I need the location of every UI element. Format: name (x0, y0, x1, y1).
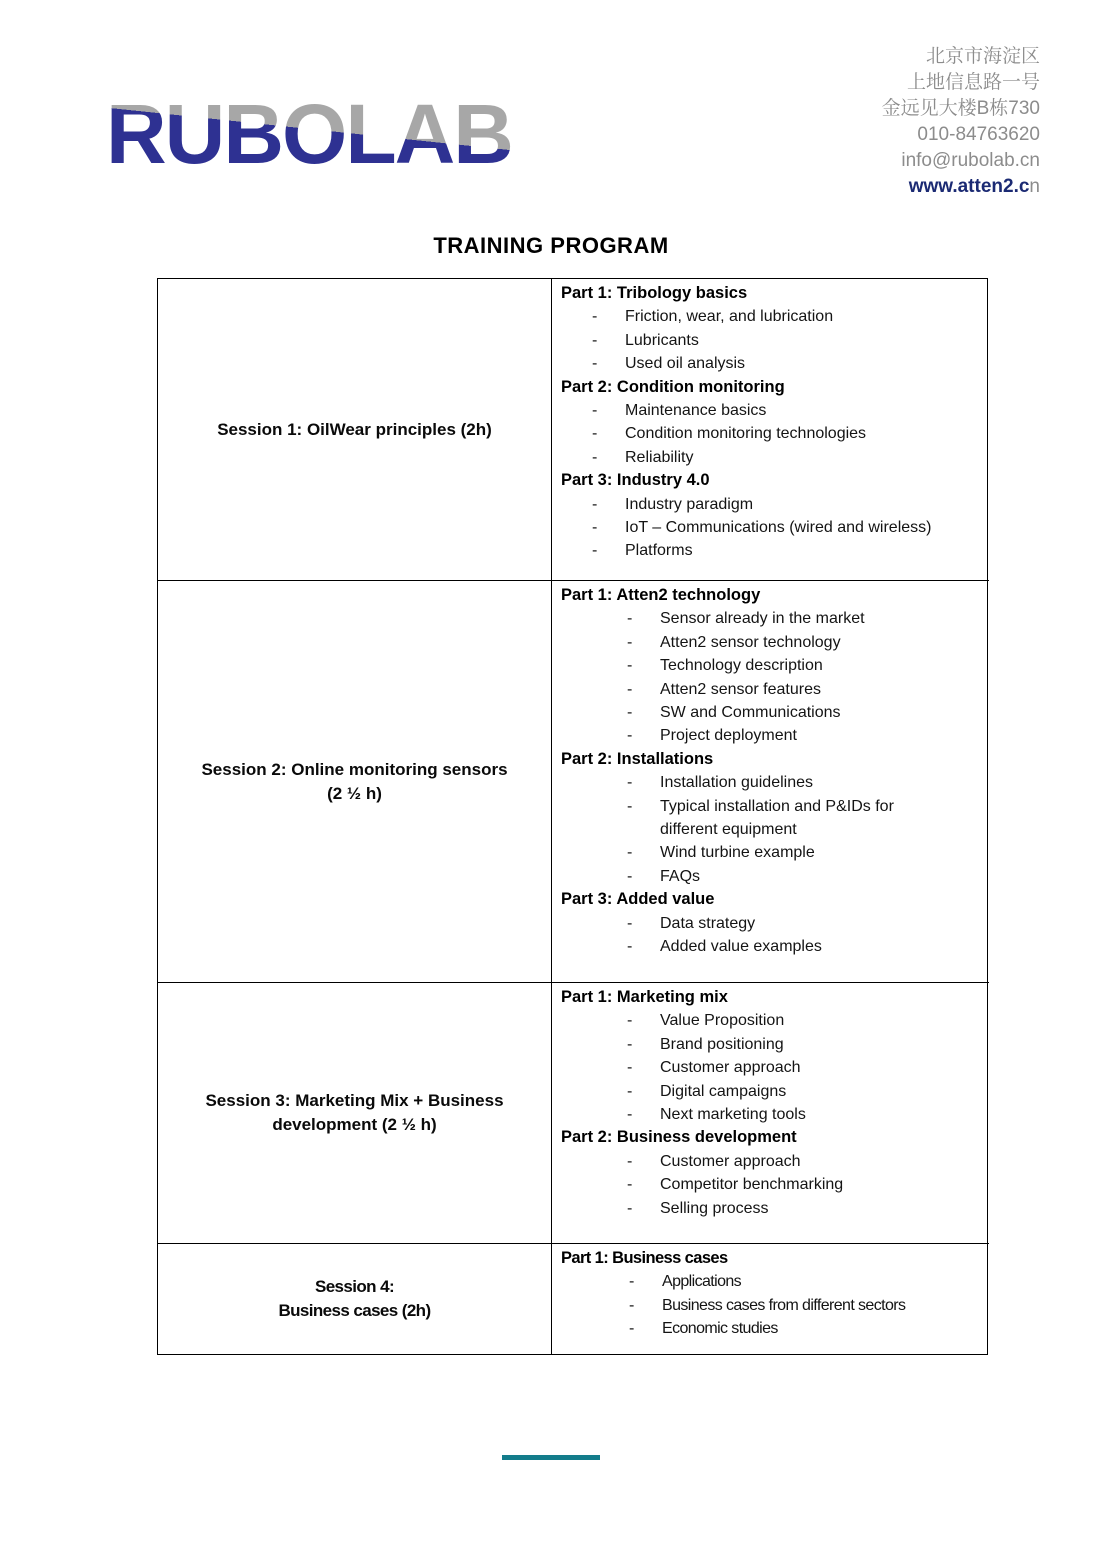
bullet-text: SW and Communications (660, 704, 841, 722)
contact-block (882, 44, 1040, 200)
bullet-text: Customer approach (660, 1059, 801, 1077)
bullet-item (627, 1033, 981, 1056)
bullet-item (627, 1080, 981, 1103)
part-heading: Part 1: Business cases (561, 1249, 728, 1267)
bullet-text: Wind turbine example (660, 844, 815, 862)
bullet-text: Used oil analysis (625, 355, 746, 373)
bullet-text: Project deployment (660, 727, 797, 745)
bullet-text: Industry paradigm (625, 495, 754, 513)
bullet-item (627, 724, 981, 747)
bullet-item (627, 1103, 981, 1126)
bullet-text: Data strategy (660, 914, 756, 932)
bullet-dash-icon: - (592, 519, 598, 537)
bullet-dash-icon: - (592, 495, 598, 513)
bullet-item (629, 1294, 981, 1317)
bullet-dash-icon: - (627, 938, 633, 956)
bullet-text: IoT – Communications (wired and wireless) (625, 519, 932, 537)
bullet-dash-icon: - (627, 633, 633, 651)
bullet-item (627, 701, 981, 724)
session-title-line: Session 4: (314, 1277, 395, 1296)
bullet-item (592, 399, 981, 422)
bullet-dash-icon: - (627, 844, 633, 862)
training-program-table (157, 278, 988, 1355)
bullet-item (629, 1317, 981, 1340)
contact-line: 金远见大楼B栋730 (881, 98, 1040, 119)
bullet-item (627, 795, 981, 842)
bullet-text: FAQs (660, 867, 701, 885)
bullet-dash-icon: - (592, 402, 598, 420)
session-title-line: Session 1: OilWear principles (2h) (217, 419, 492, 439)
bullet-dash-icon: - (627, 914, 633, 932)
website-url-tail: n (1029, 176, 1040, 197)
bullet-item (592, 493, 981, 516)
bullet-dash-icon: - (629, 1320, 634, 1338)
bullet-dash-icon: - (627, 1176, 633, 1194)
bullet-dash-icon: - (627, 610, 633, 628)
bullet-dash-icon: - (627, 657, 633, 675)
bullet-item (627, 1173, 981, 1196)
bullet-item (627, 771, 981, 794)
bullet-item (592, 352, 981, 375)
bullet-item (627, 1056, 981, 1079)
contact-line: 010-84763620 (917, 124, 1040, 145)
bullet-text: Platforms (625, 542, 693, 560)
bullet-text: Sensor already in the market (660, 610, 865, 628)
part-heading: Part 1: Atten2 technology (561, 586, 761, 604)
session-cell (158, 279, 552, 581)
website-line (882, 174, 1040, 200)
bullet-item (592, 305, 981, 328)
bullet-text: Value Proposition (660, 1012, 785, 1030)
session-title-line: Session 3: Marketing Mix + Business (205, 1091, 504, 1110)
bullet-item (627, 654, 981, 677)
bullet-item (592, 422, 981, 445)
part-heading: Part 2: Installations (561, 749, 714, 768)
bullet-dash-icon: - (627, 1106, 633, 1124)
page-title: TRAINING PROGRAM (433, 233, 669, 258)
bullet-item (627, 935, 981, 958)
part-heading: Part 3: Industry 4.0 (561, 471, 710, 490)
bullet-item (627, 865, 981, 888)
bullet-text: Condition monitoring technologies (625, 425, 867, 443)
bullet-text: Selling process (660, 1199, 769, 1217)
part-heading: Part 1: Marketing mix (561, 988, 728, 1006)
bullet-text: Lubricants (625, 331, 699, 349)
bullet-text: Maintenance basics (625, 402, 767, 420)
bullet-dash-icon: - (627, 1012, 633, 1030)
bullet-item (627, 607, 981, 630)
bullet-item (592, 516, 981, 539)
session-cell (158, 983, 552, 1244)
bullet-text: Digital campaigns (660, 1082, 787, 1100)
contact-address-lines (882, 44, 1040, 174)
bullet-dash-icon: - (592, 355, 598, 373)
bullet-dash-icon: - (627, 1059, 633, 1077)
bullet-text: Technology description (660, 657, 823, 675)
bullet-dash-icon: - (592, 448, 598, 466)
bullet-dash-icon: - (627, 1199, 633, 1217)
bullet-item (629, 1270, 981, 1293)
bullet-item (627, 1150, 981, 1173)
bullet-dash-icon: - (627, 1082, 633, 1100)
bullet-dash-icon: - (592, 308, 598, 326)
bullet-dash-icon: - (592, 542, 598, 560)
bullet-text: Applications (662, 1273, 742, 1291)
bullet-item (627, 841, 981, 864)
bullet-item (627, 912, 981, 935)
bullet-text: Brand positioning (660, 1035, 784, 1053)
bullet-dash-icon: - (627, 797, 633, 815)
bullet-text: Atten2 sensor technology (660, 633, 841, 651)
session-cell (158, 581, 552, 983)
bullet-dash-icon: - (627, 727, 633, 745)
bullet-dash-icon: - (627, 704, 633, 722)
session-title-line: (2 ½ h) (327, 783, 382, 803)
part-heading: Part 3: Added value (561, 890, 715, 909)
bullet-dash-icon: - (627, 867, 633, 885)
bullet-dash-icon: - (627, 1035, 633, 1053)
contact-line: 上地信息路一号 (906, 72, 1040, 93)
bullet-dash-icon: - (627, 1152, 633, 1170)
bullet-text: Added value examples (660, 938, 822, 956)
bullet-dash-icon: - (629, 1296, 634, 1314)
bullet-item (592, 329, 981, 352)
session-cell (158, 1244, 552, 1354)
bullet-item (627, 1197, 981, 1220)
bullet-item (627, 1009, 981, 1032)
session-content-cell (552, 983, 989, 1244)
bullet-item (592, 446, 981, 469)
bullet-text: Customer approach (660, 1152, 801, 1170)
bullet-text: Typical installation and P&IDs for different equipment (660, 797, 894, 839)
bullet-dash-icon: - (629, 1273, 634, 1291)
session-title-line: development (2 ½ h) (272, 1115, 437, 1134)
session-content-cell (552, 581, 989, 983)
contact-line: info@rubolab.cn (901, 150, 1040, 171)
bullet-text: Economic studies (662, 1320, 778, 1338)
part-heading: Part 2: Business development (561, 1128, 797, 1147)
bullet-dash-icon: - (592, 425, 598, 443)
footer-accent-bar (502, 1455, 600, 1460)
bullet-item (592, 539, 981, 562)
website-url: www.atten2.c (908, 176, 1030, 197)
bullet-dash-icon: - (627, 680, 633, 698)
bullet-item (627, 678, 981, 701)
bullet-dash-icon: - (627, 774, 633, 792)
rubolab-logo: RUBOLAB (106, 87, 512, 181)
session-content-cell (552, 279, 989, 581)
bullet-text: Friction, wear, and lubrication (625, 308, 834, 326)
session-title-line: Business cases (2h) (278, 1301, 431, 1320)
bullet-text: Competitor benchmarking (660, 1176, 844, 1194)
bullet-item (627, 631, 981, 654)
part-heading: Part 2: Condition monitoring (561, 377, 785, 396)
bullet-text: Installation guidelines (660, 774, 813, 792)
bullet-text: Business cases from different sectors (662, 1296, 906, 1314)
session-title-line: Session 2: Online monitoring sensors (201, 759, 508, 779)
bullet-text: Atten2 sensor features (660, 680, 821, 698)
part-heading: Part 1: Tribology basics (561, 284, 748, 302)
contact-line: 北京市海淀区 (925, 46, 1040, 67)
session-content-cell (552, 1244, 989, 1354)
bullet-text: Next marketing tools (660, 1106, 806, 1124)
bullet-dash-icon: - (592, 331, 598, 349)
bullet-text: Reliability (625, 448, 694, 466)
